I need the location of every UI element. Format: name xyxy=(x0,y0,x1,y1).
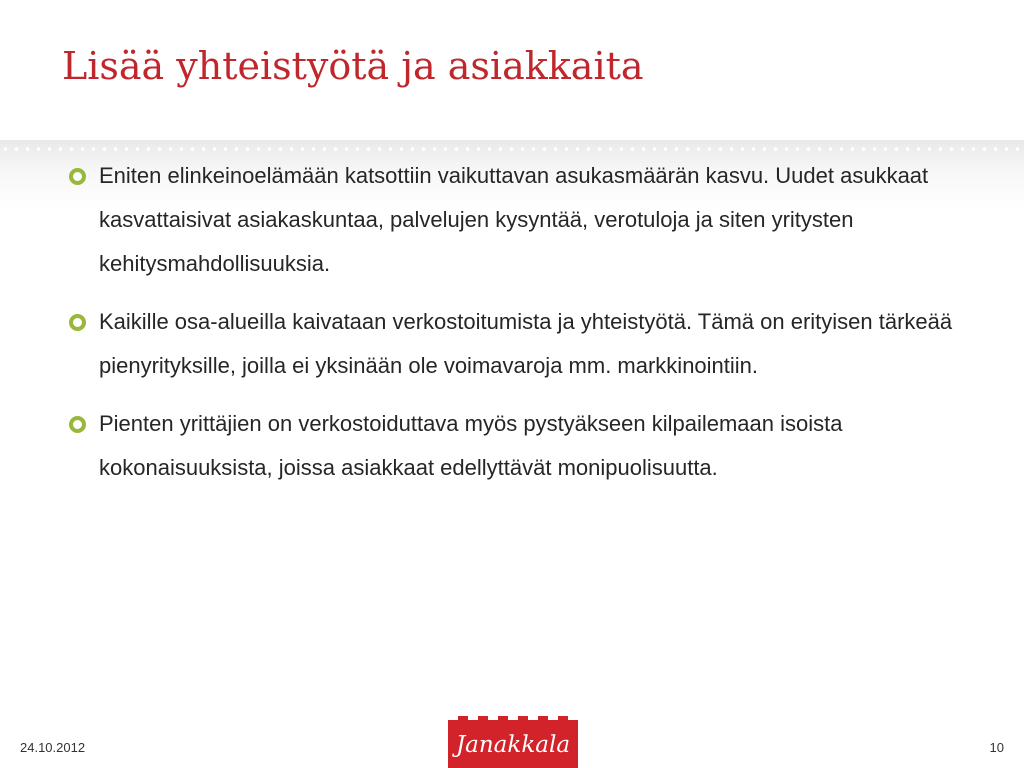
bullet-text: Eniten elinkeinoelämään katsottiin vaikuttavan asukasmäärän kasvu. Uudet asukkaat kasvattaisivat asiakaskuntaa, palvelujen kysyntää, verotuloja ja siten yritysten kehitysmahdollisuuksia. xyxy=(99,163,929,276)
ring-bullet-icon xyxy=(69,416,86,433)
bullet-list xyxy=(66,154,966,504)
bullet-item xyxy=(66,300,966,388)
ring-bullet-icon xyxy=(69,168,86,185)
decorative-dot-row xyxy=(0,146,1024,152)
bullet-item xyxy=(66,154,966,286)
janakkala-logo xyxy=(448,716,578,768)
bullet-text: Kaikille osa-alueilla kaivataan verkostoitumista ja yhteistyötä. Tämä on erityisen tärkeää pienyrityksille, joilla ei yksinään ole voimavaroja mm. markkinointiin. xyxy=(99,309,953,378)
page-number: 10 xyxy=(989,740,1004,755)
logo-text: Janakkala xyxy=(455,732,571,758)
footer-date: 24.10.2012 xyxy=(20,740,86,755)
ring-bullet-icon xyxy=(69,314,86,331)
bullet-text: Pienten yrittäjien on verkostoiduttava myös pystyäkseen kilpailemaan isoista kokonaisuuksista, joissa asiakkaat edellyttävät monipuolisuutta. xyxy=(99,411,843,480)
bullet-item xyxy=(66,402,966,490)
slide-title: Lisää yhteistyötä ja asiakkaita xyxy=(62,44,644,88)
